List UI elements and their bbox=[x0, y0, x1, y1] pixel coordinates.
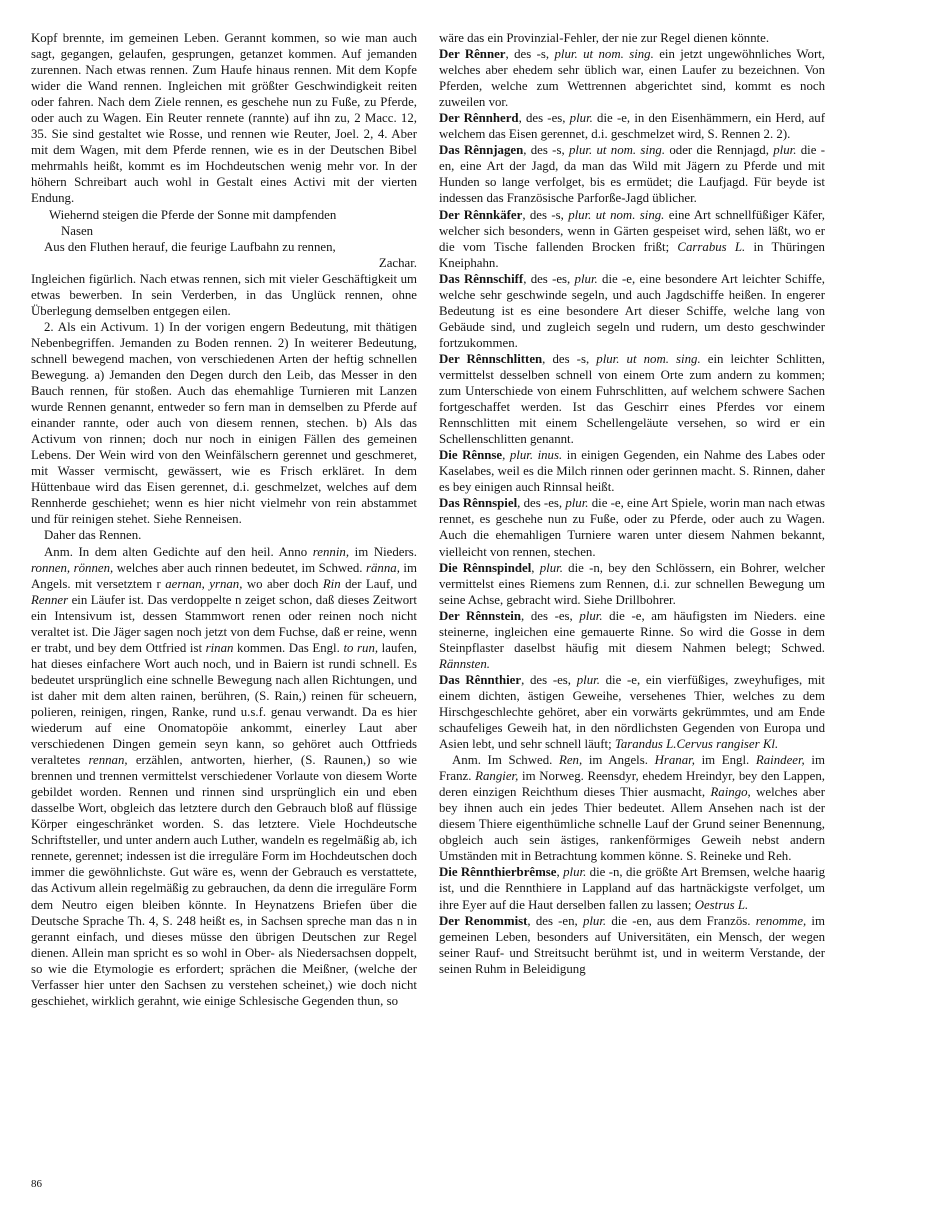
headword: Der Rênnkäfer bbox=[439, 207, 523, 222]
headword: Das Rênnspiel bbox=[439, 496, 518, 511]
page-number: 86 bbox=[31, 1178, 42, 1190]
headword: Der Renommist bbox=[439, 913, 528, 928]
entry-rennthier: Das Rênnthier, des -es, plur. die -e, ein vierfüßiges, zweyhufiges, mit einem dichten, ästigen Geweihe, versehenes Thier, welches zu dem Hirschgeschlechte gehöret, aber ein vorwärts gekrümmtes, und am Ende schaufeliges Geweih hat, in den nördlichsten Gegenden von Europa und Asien lebt, und sehr schnell läuft; Tarandus L.Cervus rangiser Kl. bbox=[439, 672, 825, 752]
verse-line-1-cont: Nasen bbox=[61, 223, 94, 238]
entry-renommist: Der Renommist, des -en, plur. die -en, aus dem Französ. renomme, im gemeinen Leben, besonders auf Universitäten, ein Mensch, der wegen seiner Rauf- und Streitsucht berühmt ist, und in weiterm Verstande, der seinen Ruhm in Beleidigung bbox=[439, 913, 825, 976]
entry-renner: Der Rênner, des -s, plur. ut nom. sing. ein jetzt ungewöhnliches Wort, welches aber ehedem sehr üblich war, einen Laufer zu bezeichnen. Von Pferden, welche zum Wettrennen abgerichtet sind, kommt es noch zuweilen vor. bbox=[439, 47, 825, 110]
entry-rennschlitten: Der Rênnschlitten, des -s, plur. ut nom. sing. ein leichter Schlitten, vermittelst desselben schnell von einem Orte zum andern zu kommen; zum Unterschiede von einem Fuhrschlitten, auf welchem schwere Sachen fortgeschaffet werden. Ist das Geschirr eines Pferdes vor einem Rennschlitten mit einem Schellengeläute versehen, so wird er ein Schellenschlitten genannt. bbox=[439, 351, 826, 447]
entry-rennschiff: Das Rênnschiff, des -es, plur. die -e, eine besondere Art leichter Schiffe, welche sehr geschwinde segeln, und auch Jagdschiffe heißen. In engerer Bedeutung ist es eine besondere Art dieser Schiffe, welche lang von Gebäude sind, und zugleich segeln und rudern, um desto geschwinder fortzukommen. bbox=[439, 271, 825, 350]
verse-attribution: Zachar. bbox=[378, 255, 417, 270]
annotation-rennen: Anm. In dem alten Gedichte auf den heil. Anno rennin, im Nieders. ronnen, rönnen, welches aber auch rinnen bedeutet, im Schwed. ränna, im Angels. mit versetztem r aernan, yrnan, wo aber doch Rin der Lauf, und Renner ein Läufer ist. Das verdoppelte n zeiget schon, daß dieses Zeitwort ein Intensivum ist, dessen Stammwort renen oder reinen noch nicht veraltet ist. Die Jäger sagen noch jetzt von dem Fuchse, daß er reine, wenn er trabt, und bey dem Ottfried ist rinan kommen. Das Engl. to run, laufen, hat dieses einfachere Wort auch noch, und in Baiern ist rundi schnell. Es bedeutet ursprünglich eine schnelle Bewegung nach allen Richtungen, und ist daher mit dem alten rainen, berühren, (S. Rain,) reinen für scheuern, polieren, reinigen, ringen, Ranke, rund u.s.f. genau verwandt. Da es hier wiederum auf eine Onomatopöie ankommt, einerley Laut aber verschiedenen Dingen gemein seyn kann, so gehöret auch Ottfrieds veraltetes rennan, erzählen, antworten, hierher, (S. Raunen,) so wie brennen und trennen vermittelst verschiedener Vorlaute von diesem Worte gebildet worden. Rennen und rinnen sind ursprünglich ein und eben dasselbe Wort, obgleich das letztere durch den Gebrauch bloß auf flüssige Körper eingeschränket worden. S. das letztere. Viele Hochdeutsche Schriftsteller, und unter andern auch Luther, wandeln es regelmäßig ab, ich rennete, gerennet; indessen ist die irreguläre Form im Hochdeutschen doch immer die gewöhnlichste. Gut wäre es, wenn der Gebrauch es verstattete, das Activum allein regelmäßig zu gebrauchen, da denn die irreguläre Form dem Neutro eigen bleiben könnte. In Heynatzens Briefen über die Deutsche Sprache Th. 4, S. 248 heißt es, in Sachsen spreche man das n in gerannt einfach, und dieses müsse den übrigen Deutschen zur Regel dienen. Allein man spricht es so wohl in Ober- als Niedersachsen doppelt, so wie die Etymologie es erfordert; sprächen die Meißner, (welche der Verfasser hier unter den Sachsen zu verstehen scheinet,) wie doch nicht geschiehet, wirklich gerahnt, wie einige Schlesische Gegenden thun, so bbox=[31, 544, 418, 1008]
headword: Die Rênnspindel bbox=[439, 560, 532, 575]
entry-rennjagen: Das Rênnjagen, des -s, plur. ut nom. sing. oder die Rennjagd, plur. die -en, eine Art der Jagd, da man das Wild mit Jägern zu Pferde und mit Hunden so lange verfolget, bis es ermüdet; die Laufjagd. Für beyde ist indessen das Französische Parforße-Jagd üblicher. bbox=[439, 143, 826, 206]
entry-rennspindel: Die Rênnspindel, plur. die -n, bey den Schlössern, ein Bohrer, welcher vermittelst eines Riemens zum Rennen, d.i. zur schnellen Bewegung um seine Achse, gebracht wird. Siehe Drillbohrer. bbox=[439, 560, 825, 607]
paragraph-continuation: wäre das ein Provinzial-Fehler, der nie zur Regel dienen könnte. bbox=[439, 31, 770, 45]
headword: Der Rênner bbox=[439, 47, 506, 62]
headword: Der Rênnherd bbox=[439, 111, 519, 126]
right-column bbox=[439, 30, 825, 977]
verse-line-2: Aus den Fluthen herauf, die feurige Laufbahn zu rennen, bbox=[44, 239, 336, 254]
headword: Das Rênnjagen bbox=[439, 143, 524, 158]
entry-rennthierbremse: Die Rênnthierbrêmse, plur. die -n, die größte Art Bremsen, welche haarig ist, und die Rennthiere in Lappland auf das hartnäckigste verfolget, um ihre Eyer auf die Haut derselben fallen zu lassen; Oestrus L. bbox=[439, 865, 825, 912]
headword: Der Rênnstein bbox=[439, 608, 522, 623]
headword: Die Rênnthierbrêmse bbox=[439, 865, 557, 880]
entry-rennspiel: Das Rênnspiel, des -es, plur. die -e, eine Art Spiele, worin man nach etwas rennet, es geschehe nun zu Fuße, oder zu Pferde, oder auch zu Wagen. Auch die ehemahligen Turniere waren unter diesem Nahmen bekannt, vielleicht von rennen, stechen. bbox=[439, 496, 825, 559]
paragraph-activum: 2. Als ein Activum. 1) In der vorigen engern Bedeutung, mit thätigen Nebenbegriffen. Jemanden zu Boden rennen. 2) In weiterer Bedeutung, schnell bewegend machen, von verschiedenen Arten der heftig schnellen Bewegung. a) Jemanden den Degen durch den Leib, das Messer in den Bauch rennen, für stoßen. Auch das ehemahlige Turnieren mit Lanzen wurde Rennen genannt, entweder so fern man in demselben zu Pferde auf einander rannte, oder auch von diesem rennen, stechen. b) Als das Activum von rinnen; doch nur noch in einigen Fällen des gemeinen Lebens. Der Wein wird von den Weinfälschern gerennet und geschmeret, mit Wasser vermischt, gewässert, wie es Frisch erkläret. In dem Hüttenbaue wird das Eisen gerennet, d.i. geschmelzet, welches auf dem Rennherde geschiehet; wenn es hier nicht vielmehr von rein abstammet und für reinigen stehet. Siehe Renneisen. bbox=[31, 319, 417, 527]
entry-rennherd: Der Rênnherd, des -es, plur. die -e, in den Eisenhämmern, ein Herd, auf welchem das Eisen gerennet, d.i. geschmelzet wird, S. Rennen 2. 2). bbox=[439, 111, 826, 142]
entry-rennstein: Der Rênnstein, des -es, plur. die -e, am häufigsten im Nieders. eine steinerne, ingleichen eine gemauerte Rinne. So wird die Gosse in dem Steinpflaster daselbst häufig mit diesem Nahmen belegt; Schwed. Rännsten. bbox=[439, 608, 826, 671]
left-column bbox=[31, 30, 417, 1009]
entry-rennkaefer: Der Rênnkäfer, des -s, plur. ut nom. sing. eine Art schnellfüßiger Käfer, welcher sich besonders, wenn in Gärten gespeiset wird, sehen läßt, wo er die vom Tische fallenden Brocken frißt; Carrabus L. in Thüringen Kneiphahn. bbox=[439, 207, 825, 270]
paragraph-figurative: Ingleichen figürlich. Nach etwas rennen, sich mit vieler Geschäftigkeit um etwas bewerben. In sein Verderben, in das Unglück rennen, ohne Überlegung demselben entgegen eilen. bbox=[31, 271, 417, 318]
paragraph-daher: Daher das Rennen. bbox=[44, 528, 142, 543]
entry-rennse: Die Rênnse, plur. inus. in einigen Gegenden, ein Nahme des Labes oder Kaselabes, weil es die Milch rinnen oder gerinnen macht. S. Rinnen, daher es bey einigen auch Rinnsal heißt. bbox=[439, 448, 826, 495]
annotation-rennthier: Anm. Im Schwed. Ren, im Angels. Hranar, im Engl. Raindeer, im Franz. Rangier, im Norweg. Reensdyr, ehedem Hreindyr, bey den Lappen, deren einzigen Reichthum dieses Thier ausmacht, Raingo, welches aber bey ihnen auch ein jedes Thier bedeutet. Allem Ansehen nach ist der diesem Thiere eigenthümliche schnelle Lauf der Grund seiner Benennung, obgleich auch sein ästiges, rankenförmiges Geweih nebst andern Umständen mit in Betrachtung kommen könne. S. Reineke und Reh. bbox=[439, 753, 826, 864]
headword: Das Rênnschiff bbox=[439, 271, 524, 286]
headword: Der Rênnschlitten bbox=[439, 351, 543, 366]
headword: Das Rênnthier bbox=[439, 672, 522, 687]
paragraph-rennen-neuter: Kopf brennte, im gemeinen Leben. Gerannt kommen, so wie man auch sagt, gegangen, gelaufen, gesprungen, getanzet kommen. Auf jemanden zurennen. Nach etwas rennen. Zum Haufe hinaus rennen. Mit dem Kopfe wider die Wand rennen. Ingleichen mit größter Geschwindigkeit reiten oder fahren. Nach dem Ziele rennen, es geschehe nun zu Fuße, zu Pferde, oder auch zu Wagen. Ein Reuter rennete (rannte) auf ihn zu, 2 Macc. 12, 35. Sie sind gestaltet wie Rosse, und rennen wie Reuter, Joel. 2, 4. Aber mit dem Wagen, mit dem Pferde rennen, wie es in der Deutschen Bibel mehrmahls heißt, kommt es im Hochdeutschen wenig mehr vor. In der höhern Schreibart auch wohl in Gestalt eines Activi mit der vierten Endung. bbox=[31, 31, 417, 206]
headword: Die Rênnse bbox=[439, 448, 503, 463]
verse-line-1: Wiehernd steigen die Pferde der Sonne mit dampfenden bbox=[49, 207, 337, 222]
